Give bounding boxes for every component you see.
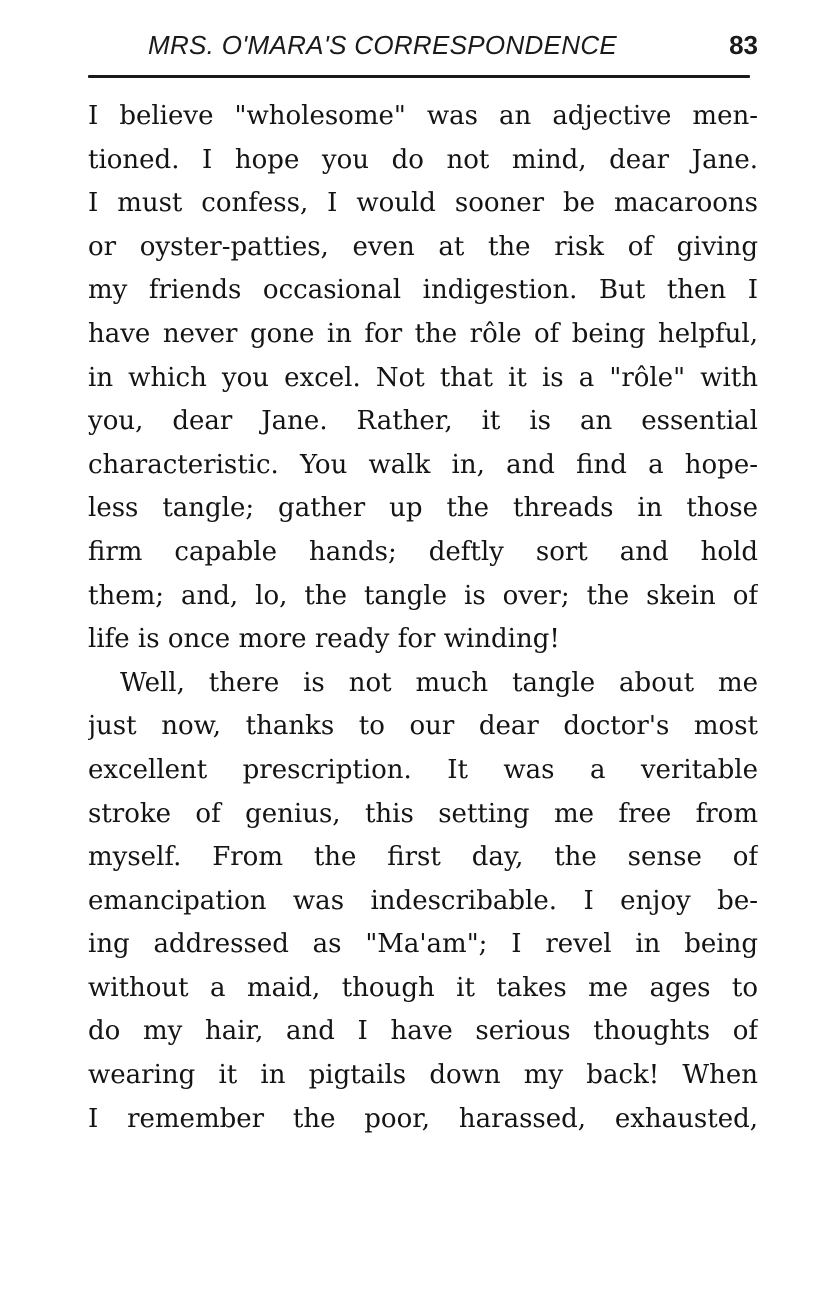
running-title: MRS. O'MARA'S CORRESPONDENCE xyxy=(148,30,618,60)
text-line: I believe "wholesome" was an adjective men- xyxy=(88,101,758,131)
text-line: have never gone in for the rôle of being helpful, xyxy=(88,318,758,349)
text-line: Well, there is not much tangle about me xyxy=(120,667,758,698)
text-line: without a maid, though it takes me ages to xyxy=(88,972,758,1003)
text-line: in which you excel. Not that it is a "rôle" with xyxy=(88,362,758,393)
body-text xyxy=(88,95,758,1141)
paragraph-2 xyxy=(88,662,758,1142)
header-rule xyxy=(88,75,750,78)
text-line: or oyster-patties, even at the risk of giving xyxy=(88,231,758,262)
text-line: you, dear Jane. Rather, it is an essential xyxy=(88,406,758,437)
text-line: wearing it in pigtails down my back! When xyxy=(88,1060,758,1091)
text-line: myself. From the first day, the sense of xyxy=(88,842,758,873)
text-line: firm capable hands; deftly sort and hold xyxy=(88,536,758,567)
text-line: just now, thanks to our dear doctor's most xyxy=(88,711,758,742)
text-line: do my hair, and I have serious thoughts of xyxy=(88,1016,758,1047)
running-header xyxy=(148,28,758,68)
paragraph-1 xyxy=(88,95,758,662)
text-line: I remember the poor, harassed, exhausted, xyxy=(88,1103,758,1134)
text-line: stroke of genius, this setting me free from xyxy=(88,798,758,829)
text-line: life is once more ready for winding! xyxy=(88,624,560,655)
text-line: less tangle; gather up the threads in those xyxy=(88,493,758,524)
text-line: my friends occasional indigestion. But then I xyxy=(88,275,758,306)
text-line: them; and, lo, the tangle is over; the skein of xyxy=(88,580,758,611)
text-line: excellent prescription. It was a veritable xyxy=(88,754,758,785)
text-line: I must confess, I would sooner be macaroons xyxy=(88,188,758,219)
page-number: 83 xyxy=(729,30,758,60)
text-line: characteristic. You walk in, and find a hope- xyxy=(88,449,758,480)
text-line: ing addressed as "Ma'am"; I revel in being xyxy=(88,929,758,960)
text-line: emancipation was indescribable. I enjoy be- xyxy=(88,885,758,916)
text-line: tioned. I hope you do not mind, dear Jane. xyxy=(88,144,758,175)
